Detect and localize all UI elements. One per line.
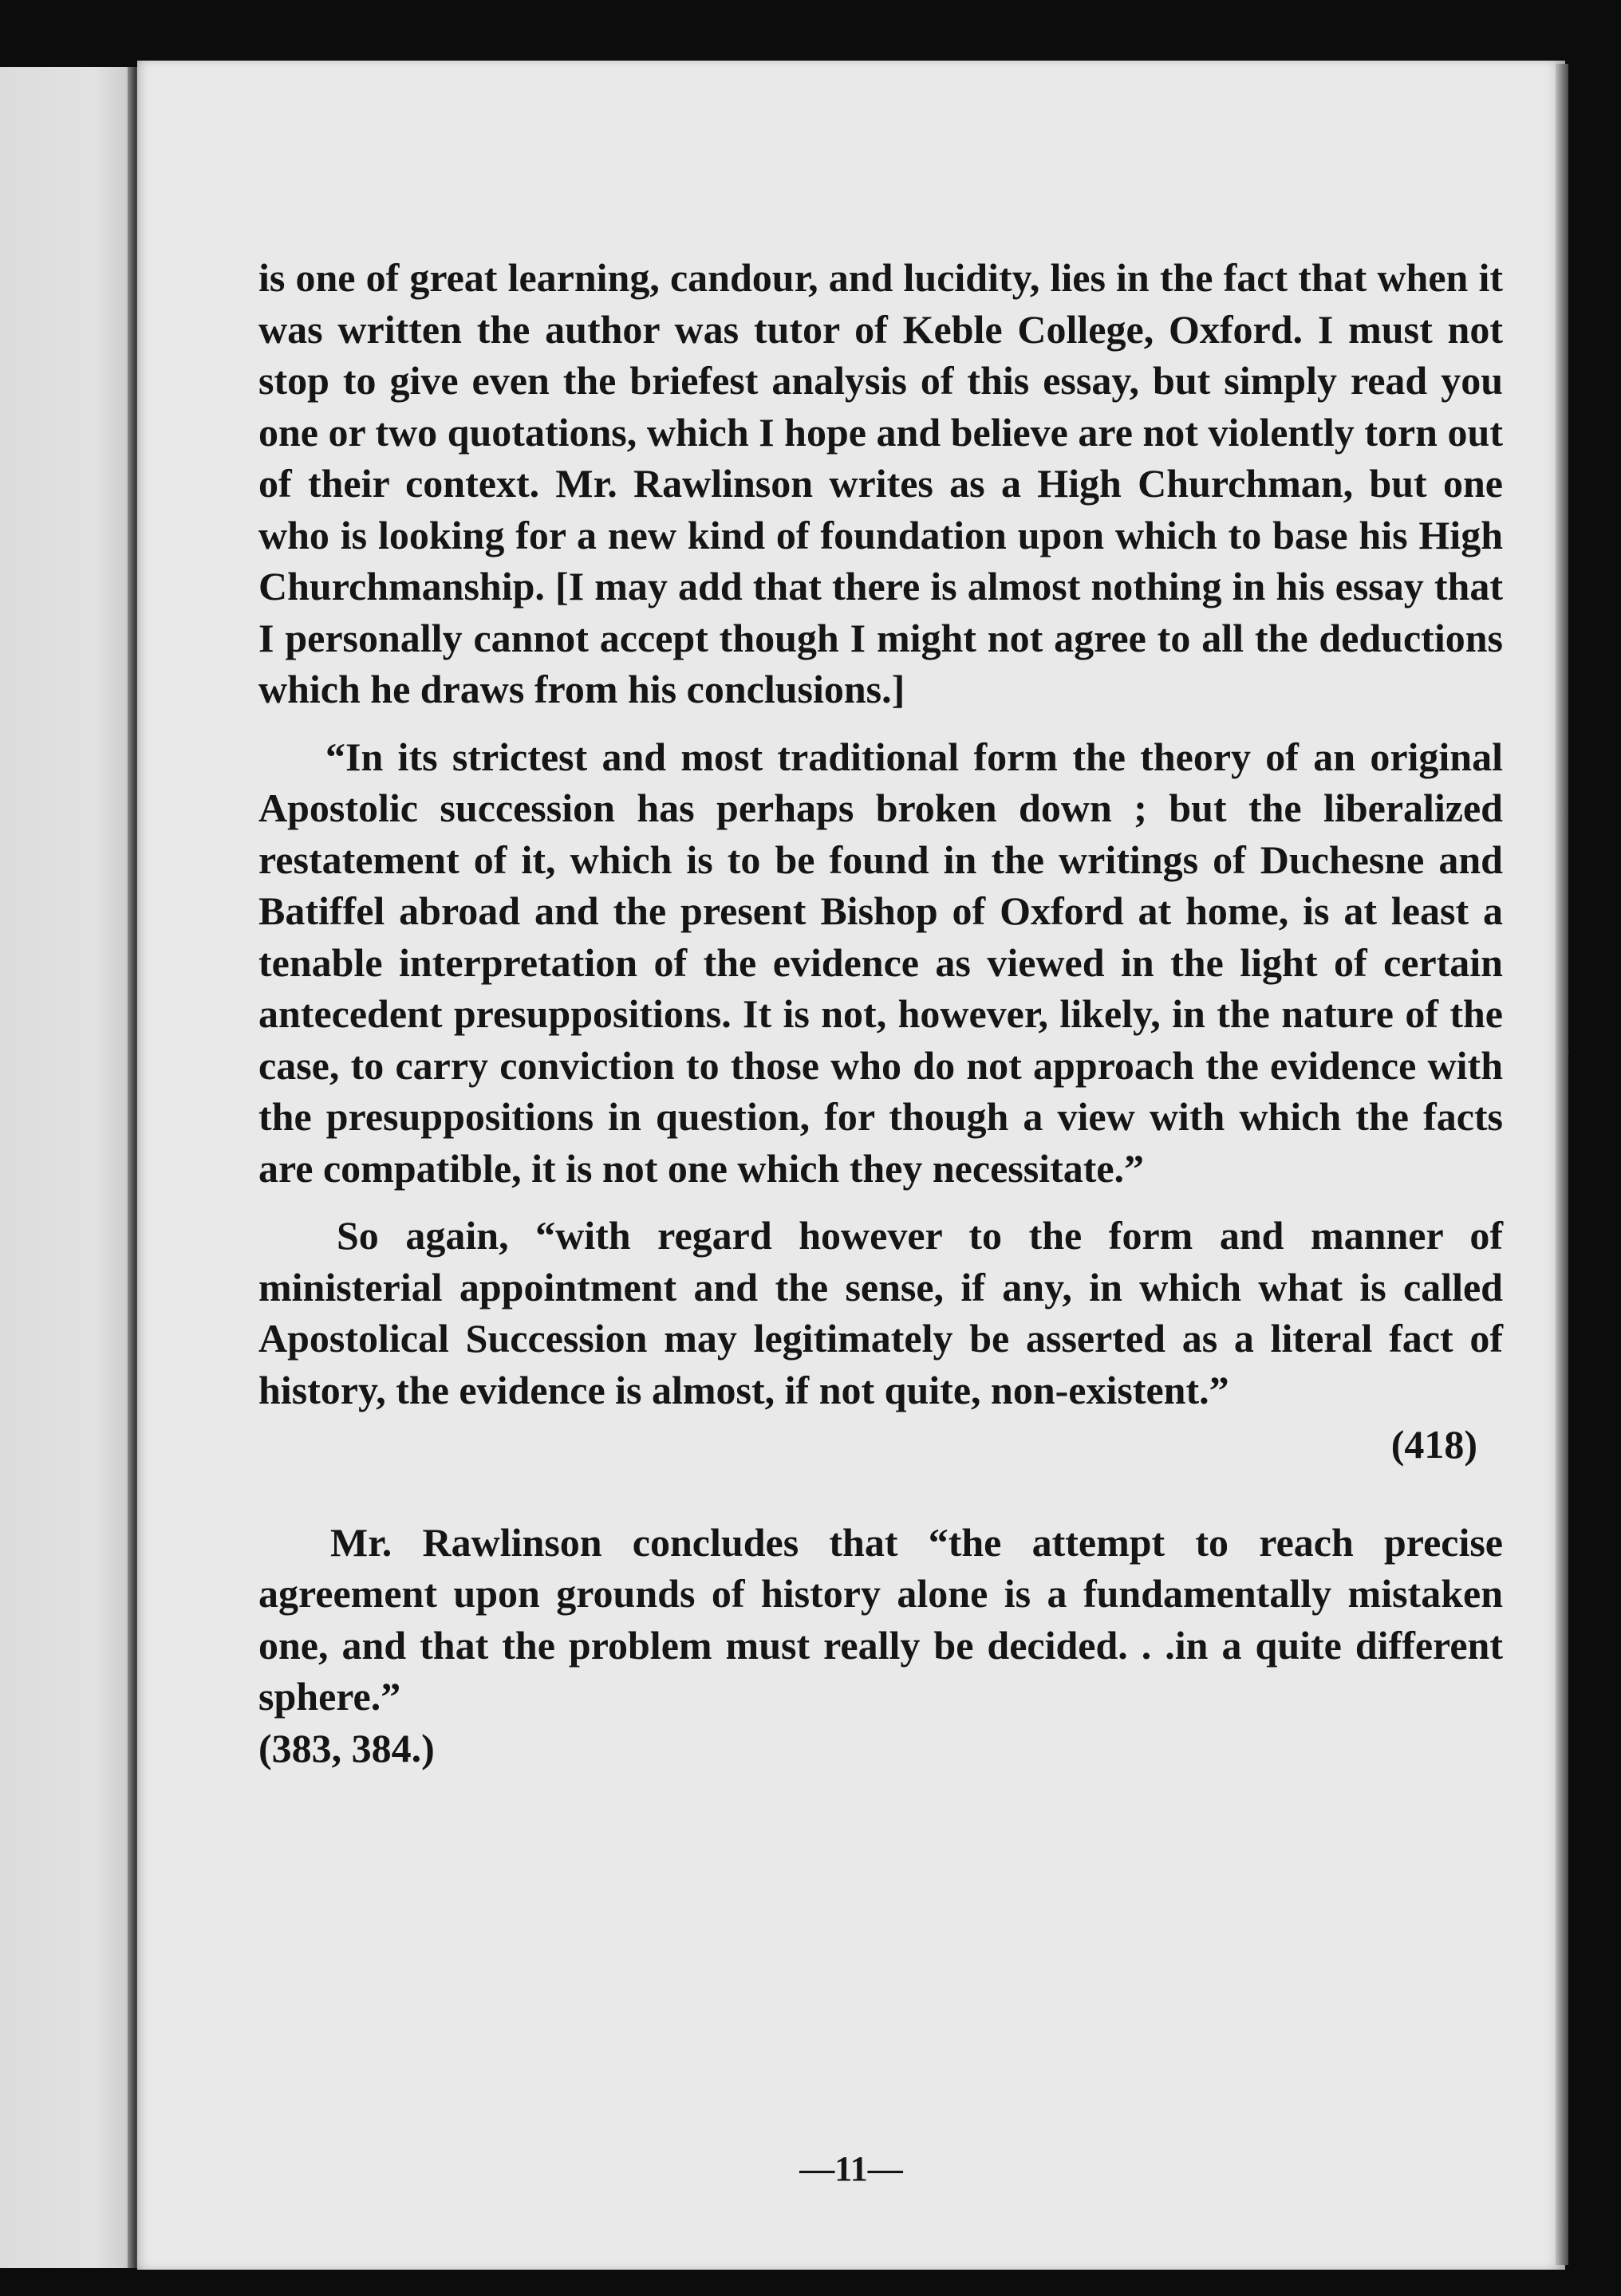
page-text <box>258 252 1503 1774</box>
page-number: —11— <box>799 2149 903 2188</box>
paragraph-opening: is one of great learning, candour, and lucidity, lies in the fact that when it was written the author was tutor of Keble College, Oxford. I must not stop to give even the briefest analysis of this essay, but simply read you one or two quotations, which I hope and believe are not violently torn out of their context. Mr. Rawlinson writes as a High Churchman, but one who is looking for a new kind of foundation upon which to base his High Churchmanship. [I may add that there is almost nothing in his essay that I personally cannot accept though I might not agree to all the deductions which he draws from his conclusions.] <box>258 255 1503 711</box>
paragraph-quote: “In its strictest and most traditional form the theory of an original Apostolic succession has perhaps broken down ; but the liberalized restatement of it, which is to be found in the writings of Duchesne and Batiffel abroad and the present Bishop of Oxford at home, is at least a tenable interpretation of the evidence as viewed in the light of certain antecedent presuppositions. It is not, however, likely, in the nature of the case, to carry conviction to those who do not approach the evidence with the presuppositions in question, for though a view with which the facts are compatible, it is not one which they necessitate.” <box>258 734 1503 1191</box>
right-page-edge <box>1556 64 1568 2265</box>
citation-383-384: (383, 384.) <box>258 1725 435 1770</box>
paragraph-so-again: So again, “with regard however to the form and manner of ministerial appointment and the sense, if any, in which what is called Apostolical Succession may legitimately be asserted as a literal fact of history, the evidence is almost, if not quite, non-existent.” <box>258 1213 1503 1412</box>
left-page-edge <box>0 67 136 2268</box>
paragraph-conclusion: Mr. Rawlinson concludes that “the attempt to reach precise agreement upon grounds of history alone is a fundamentally mistaken one, and that the problem must really be decided. . .in a quite different sphere.” <box>258 1519 1503 1719</box>
citation-418: (418) <box>1390 1422 1477 1467</box>
book-page <box>137 61 1565 2270</box>
